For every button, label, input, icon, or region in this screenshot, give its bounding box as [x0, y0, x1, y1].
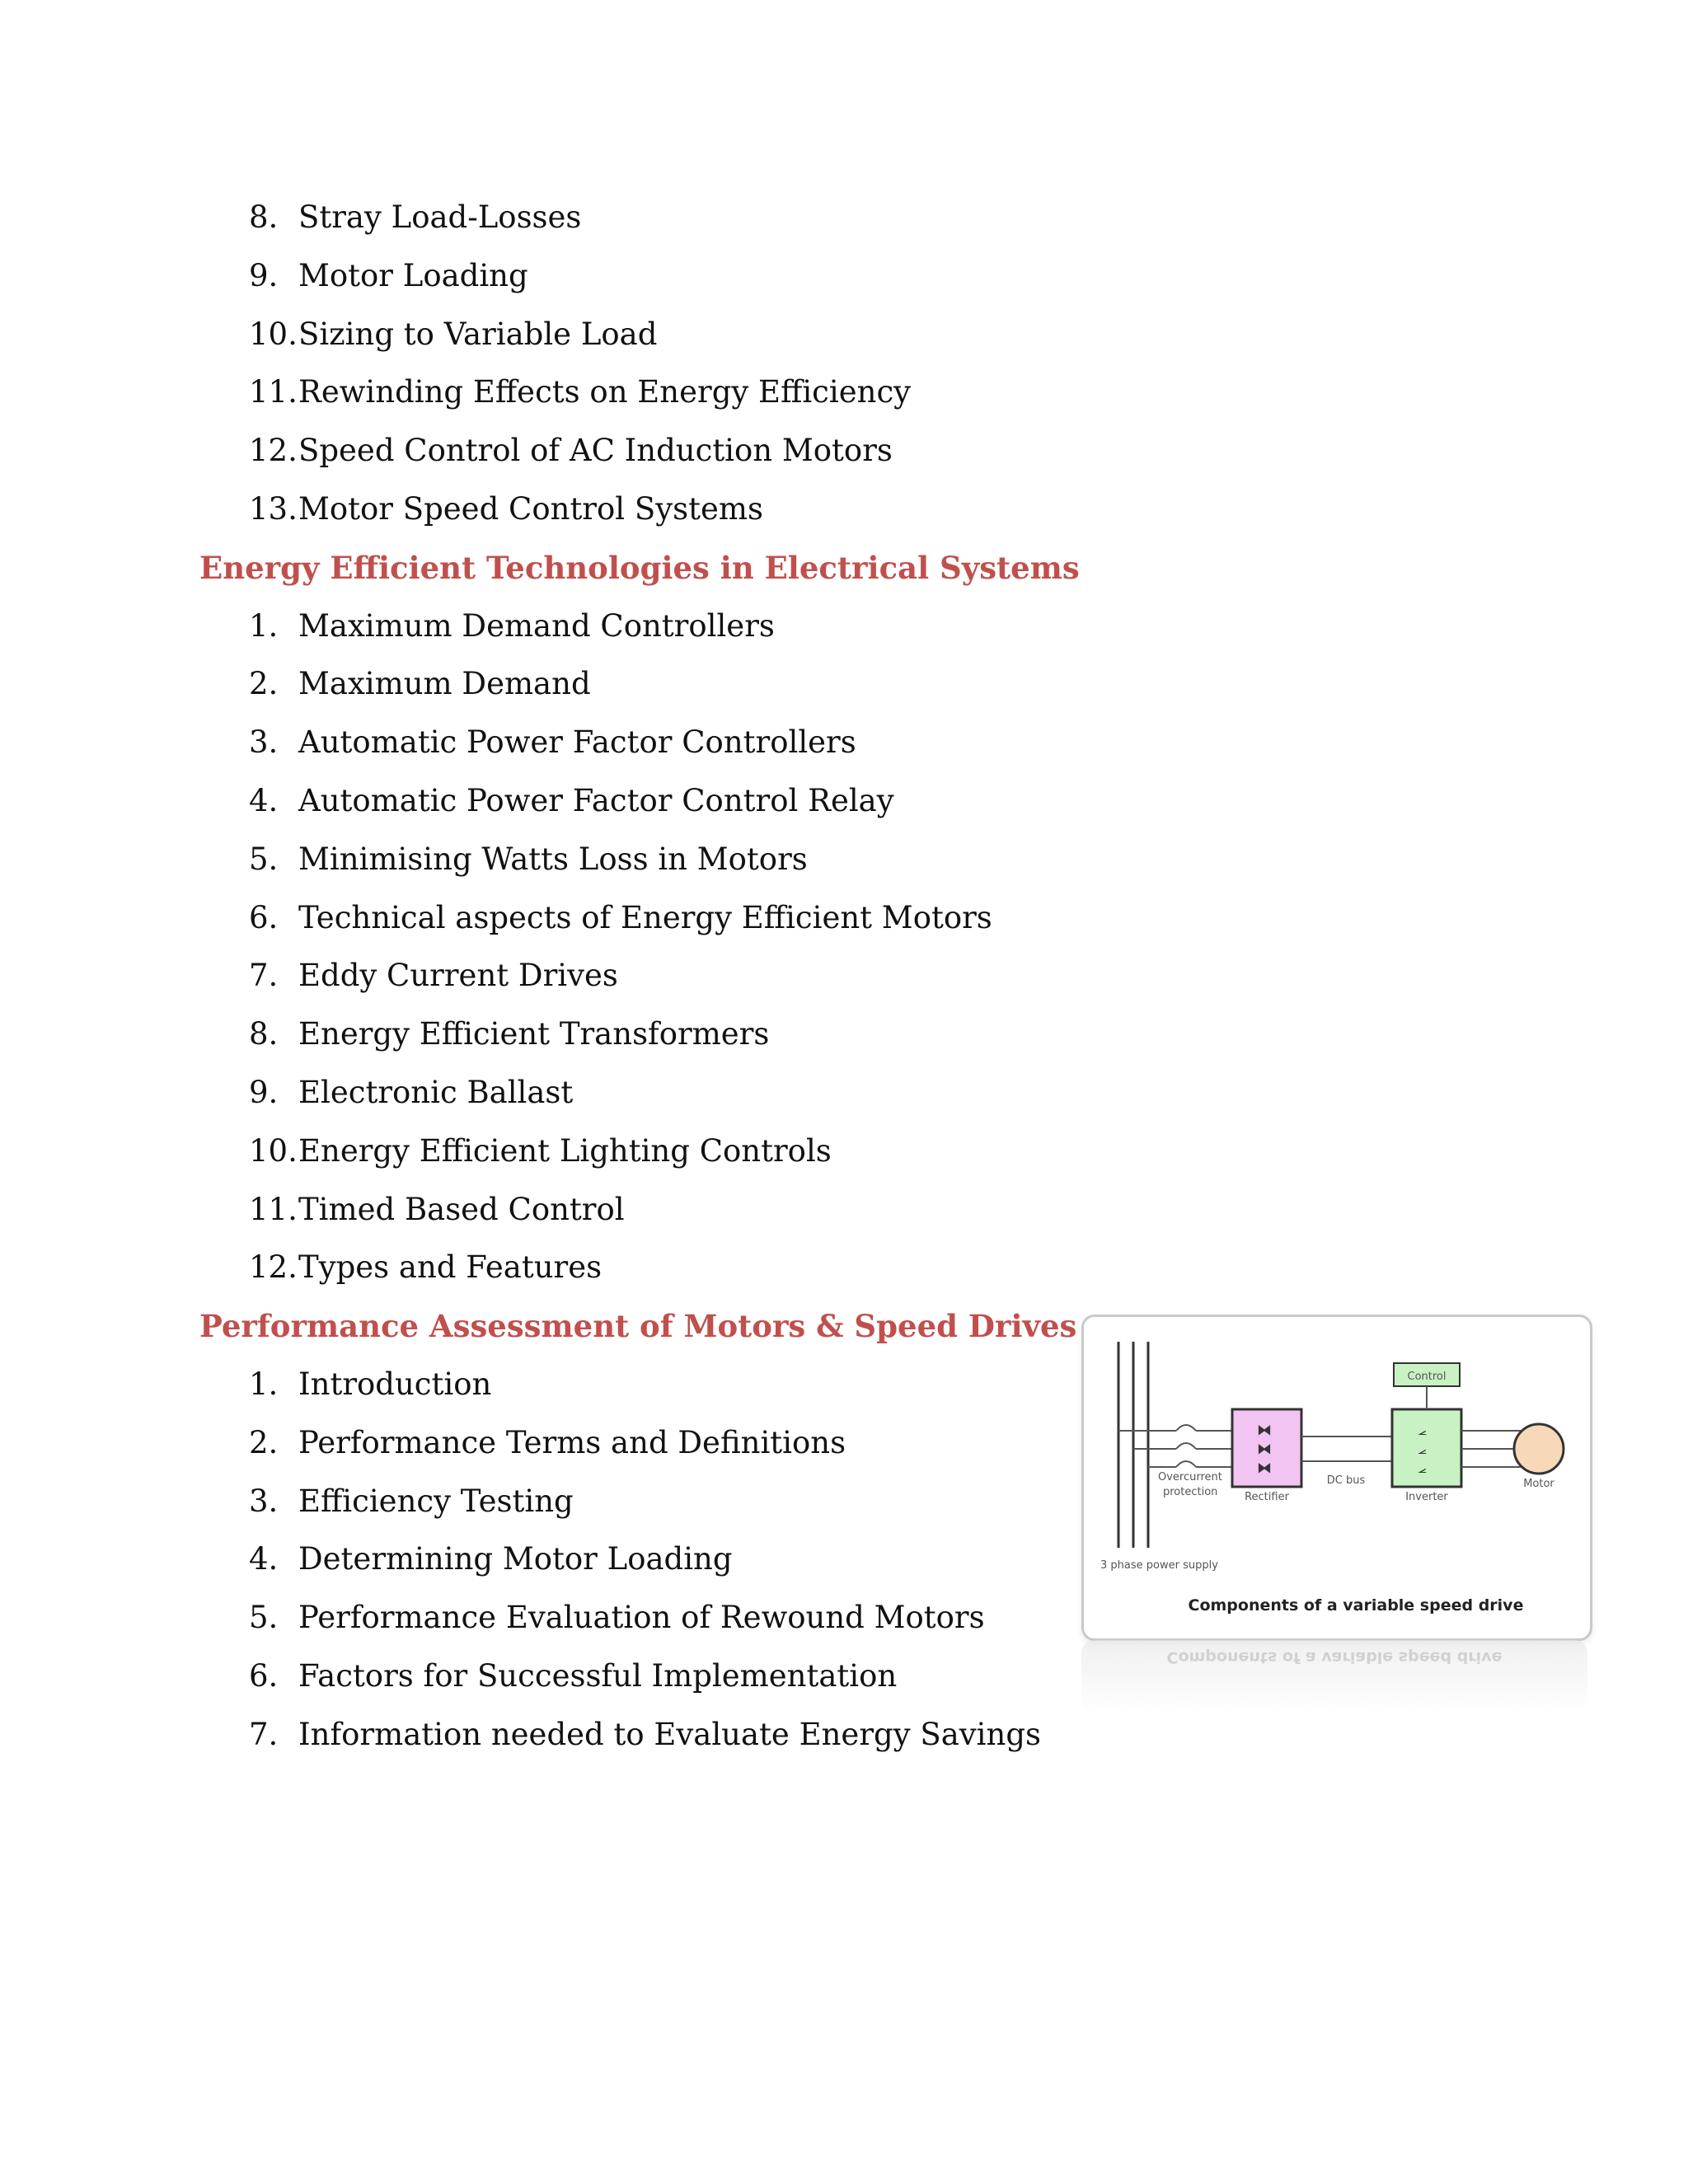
item-text: Types and Features [298, 1249, 603, 1286]
item-number: 4. [249, 782, 279, 818]
figure-reflection [1081, 1640, 1587, 1714]
section-heading-energy-efficient-technologies: Energy Efficient Technologies in Electrical Systems [199, 549, 1080, 586]
item-text: Determining Motor Loading [298, 1541, 733, 1577]
item-text: Maximum Demand Controllers [298, 607, 775, 644]
item-number: 8. [249, 1016, 279, 1052]
list-item [199, 778, 1065, 837]
list-item [199, 1011, 1065, 1070]
list-item [199, 719, 1065, 778]
svg-text:⦟: ⦟ [1418, 1441, 1427, 1458]
motor-lines [1461, 1431, 1521, 1467]
list-item [199, 837, 1065, 895]
item-number: 5. [249, 841, 279, 877]
list-item [199, 1187, 1065, 1245]
item-text: Eddy Current Drives [298, 958, 618, 994]
list-energy-efficient-technologies [199, 603, 1065, 1304]
item-text: Efficiency Testing [298, 1483, 574, 1519]
rectifier-label: Rectifier [1245, 1491, 1289, 1503]
item-text: Motor Speed Control Systems [298, 490, 763, 527]
protection-label: protection [1163, 1486, 1218, 1498]
item-text: Performance Terms and Definitions [298, 1424, 846, 1460]
item-number: 12. [249, 433, 298, 469]
item-number: 2. [249, 666, 279, 702]
list-item [199, 603, 1065, 662]
item-text: Rewinding Effects on Energy Efficiency [298, 374, 912, 410]
item-number: 3. [249, 1483, 279, 1519]
section-heading-performance-assessment: Performance Assessment of Motors & Speed Drives [199, 1308, 1077, 1345]
item-number: 6. [249, 899, 279, 935]
item-text: Sizing to Variable Load [298, 316, 658, 352]
list-item [199, 369, 1065, 428]
item-number: 5. [249, 1600, 279, 1636]
motor-circle [1514, 1424, 1564, 1474]
svg-text:⧓: ⧓ [1257, 1441, 1272, 1458]
item-number: 9. [249, 257, 279, 293]
list-performance-assessment [199, 1361, 1065, 1770]
item-text: Energy Efficient Lighting Controls [298, 1132, 832, 1169]
variable-speed-drive-figure [1081, 1315, 1592, 1641]
list-item [199, 1420, 1065, 1479]
item-text: Energy Efficient Transformers [298, 1016, 770, 1052]
control-label: Control [1407, 1371, 1447, 1383]
vsd-diagram [1084, 1317, 1590, 1638]
item-number: 12. [249, 1249, 298, 1286]
supply-label: 3 phase power supply [1100, 1559, 1218, 1572]
list-item [199, 1712, 1065, 1770]
item-text: Technical aspects of Energy Efficient Motors [298, 899, 992, 935]
item-text: Automatic Power Factor Control Relay [298, 782, 894, 818]
dc-bus-label: DC bus [1326, 1474, 1366, 1487]
list-continued [199, 194, 1065, 545]
list-item [199, 253, 1065, 312]
item-number: 7. [249, 958, 279, 994]
item-text: Minimising Watts Loss in Motors [298, 841, 808, 877]
item-text: Speed Control of AC Induction Motors [298, 433, 893, 469]
figure-caption: Components of a variable speed drive [1188, 1596, 1524, 1615]
item-text: Motor Loading [298, 257, 528, 293]
item-number: 10. [249, 1132, 298, 1169]
reflection-caption: Components of a variable speed drive [1166, 1648, 1503, 1666]
item-text: Automatic Power Factor Controllers [298, 724, 856, 761]
list-item [199, 1244, 1065, 1303]
item-text: Stray Load-Losses [298, 199, 582, 235]
svg-text:⧓: ⧓ [1257, 1460, 1272, 1477]
list-item [199, 1536, 1065, 1595]
motor-label: Motor [1523, 1478, 1554, 1490]
item-number: 10. [249, 316, 298, 352]
item-number: 3. [249, 724, 279, 761]
list-item [199, 194, 1065, 253]
item-text: Information needed to Evaluate Energy Savings [298, 1716, 1042, 1752]
item-number: 13. [249, 490, 298, 527]
list-item [199, 661, 1065, 719]
item-text: Performance Evaluation of Rewound Motors [298, 1600, 985, 1636]
list-item [199, 1070, 1065, 1128]
list-item [199, 895, 1065, 954]
supply-lines [1118, 1342, 1148, 1548]
item-number: 8. [249, 199, 279, 235]
list-item [199, 428, 1065, 486]
svg-text:⧓: ⧓ [1257, 1422, 1272, 1439]
inverter-switches [1418, 1422, 1427, 1477]
list-item [199, 486, 1065, 545]
inverter-block [1392, 1409, 1461, 1487]
list-item [199, 1653, 1065, 1712]
item-text: Timed Based Control [298, 1191, 625, 1227]
item-number: 11. [249, 374, 298, 410]
list-item [199, 1479, 1065, 1537]
item-number: 1. [249, 1366, 279, 1402]
feed-lines [1118, 1425, 1232, 1467]
page-content [199, 194, 1080, 1770]
list-item [199, 1361, 1065, 1420]
list-item [199, 312, 1065, 370]
list-item [199, 1595, 1065, 1653]
rectifier-diodes [1257, 1422, 1272, 1477]
item-number: 6. [249, 1657, 279, 1694]
item-number: 7. [249, 1716, 279, 1752]
item-number: 4. [249, 1541, 279, 1577]
item-text: Maximum Demand [298, 666, 591, 702]
list-item [199, 953, 1065, 1011]
svg-text:⦟: ⦟ [1418, 1422, 1427, 1439]
item-text: Electronic Ballast [298, 1074, 574, 1110]
item-number: 1. [249, 607, 279, 644]
item-number: 9. [249, 1074, 279, 1110]
list-item [199, 1128, 1065, 1187]
inverter-label: Inverter [1405, 1491, 1448, 1503]
item-text: Introduction [298, 1366, 492, 1402]
item-text: Factors for Successful Implementation [298, 1657, 898, 1694]
overcurrent-label: Overcurrent [1158, 1471, 1222, 1483]
svg-text:⦟: ⦟ [1418, 1460, 1427, 1477]
item-number: 2. [249, 1424, 279, 1460]
dc-bus-lines [1301, 1436, 1392, 1461]
item-number: 11. [249, 1191, 298, 1227]
